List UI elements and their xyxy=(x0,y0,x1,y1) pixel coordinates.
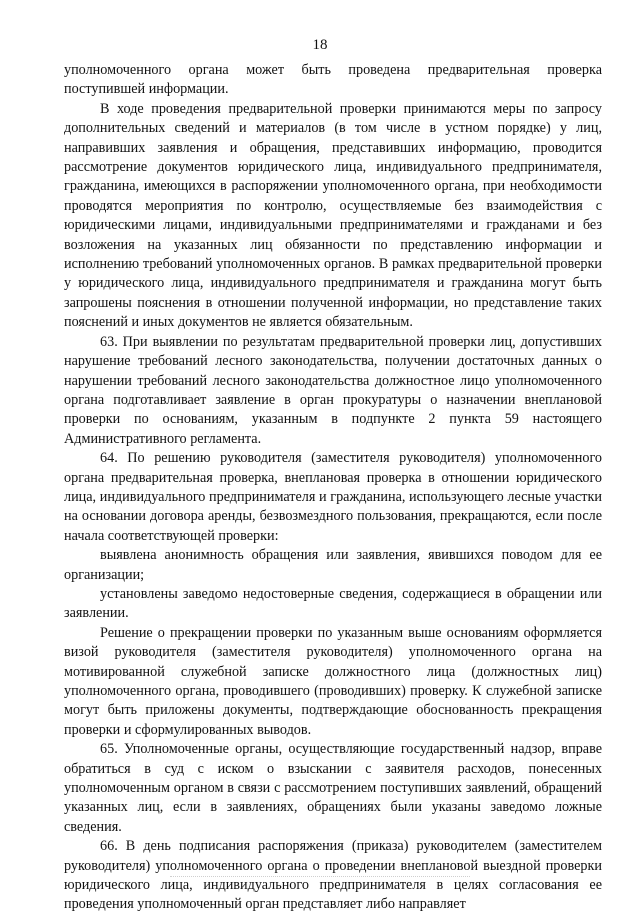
document-body xyxy=(64,61,602,915)
paragraph-preliminary-check: В ходе проведения предварительной проверки принимаются меры по запросу дополнительных сведений и материалов (в том числе в устном порядке) у лиц, направивших заявления и обращения, представивших информацию, проводится рассмотрение документов юридического лица, индивидуального предпринимателя, гражданина, имеющихся в распоряжении уполномоченного органа, при необходимости проводятся мероприятия по контролю, осуществляемые без взаимодействия с юридическими лицами, индивидуальными предпринимателями и гражданами и без возложения на указанных лиц обязанности по представлению информации и исполнению требований уполномоченных органов. В рамках предварительной проверки у юридического лица, индивидуального предпринимателя и гражданина могут быть запрошены пояснения в отношении полученной информации, но представление таких пояснений и иных документов не является обязательным. xyxy=(64,100,602,331)
paragraph-termination-decision: Решение о прекращении проверки по указанным выше основаниям оформляется визой руководителя (заместителя руководителя) уполномоченного органа на мотивированной служебной записке должностного лица (должностных лиц) уполномоченного органа, проводившего (проводивших) проверку. К служебной записке могут быть приложены документы, подтверждающие обоснованность прекращения проверки и сформулированных выводов. xyxy=(64,624,602,738)
paragraph-item-64: 64. По решению руководителя (заместителя руководителя) уполномоченного органа предварительная проверка, внеплановая проверка в отношении юридического лица, индивидуального предпринимателя и гражданина, использующего лесные участки на основании договора аренды, безвозмездного пользования, прекращаются, если после начала соответствующей проверки: xyxy=(64,450,602,544)
paragraph-item-63: 63. При выявлении по результатам предварительной проверки лиц, допустивших нарушение требований лесного законодательства, получении достаточных данных о нарушении требований лесного законодательства должностное лицо уполномоченного органа подготавливает заявление в орган прокуратуры о назначении внеплановой проверки по основаниям, указанным в подпункте 2 пункта 59 настоящего Административного регламента. xyxy=(64,333,602,447)
paragraph-item-65: 65. Уполномоченные органы, осуществляющие государственный надзор, вправе обратиться в суд с иском о взыскании с заявителя расходов, понесенных уполномоченным органом в связи с рассмотрением поступивших заявлений, обращений указанных лиц, если в заявлениях, обращениях были указаны заведомо ложные сведения. xyxy=(64,741,602,835)
page-number: 18 xyxy=(312,37,328,53)
paragraph-false-info: установлены заведомо недостоверные сведения, содержащиеся в обращении или заявлении. xyxy=(64,585,602,622)
scan-artifact-line xyxy=(170,876,470,877)
paragraph-continuation: уполномоченного органа может быть проведена предварительная проверка поступившей информации. xyxy=(64,62,602,98)
paragraph-anonymity: выявлена анонимность обращения или заявления, явившихся поводом для ее организации; xyxy=(64,547,602,583)
paragraph-item-66: 66. В день подписания распоряжения (приказа) руководителем (заместителем руководителя) уполномоченного органа о проведении внеплановой выездной проверки юридического лица, индивидуального предпринимателя в целях согласования ее проведения уполномоченный орган представляет либо направляет xyxy=(64,838,602,913)
